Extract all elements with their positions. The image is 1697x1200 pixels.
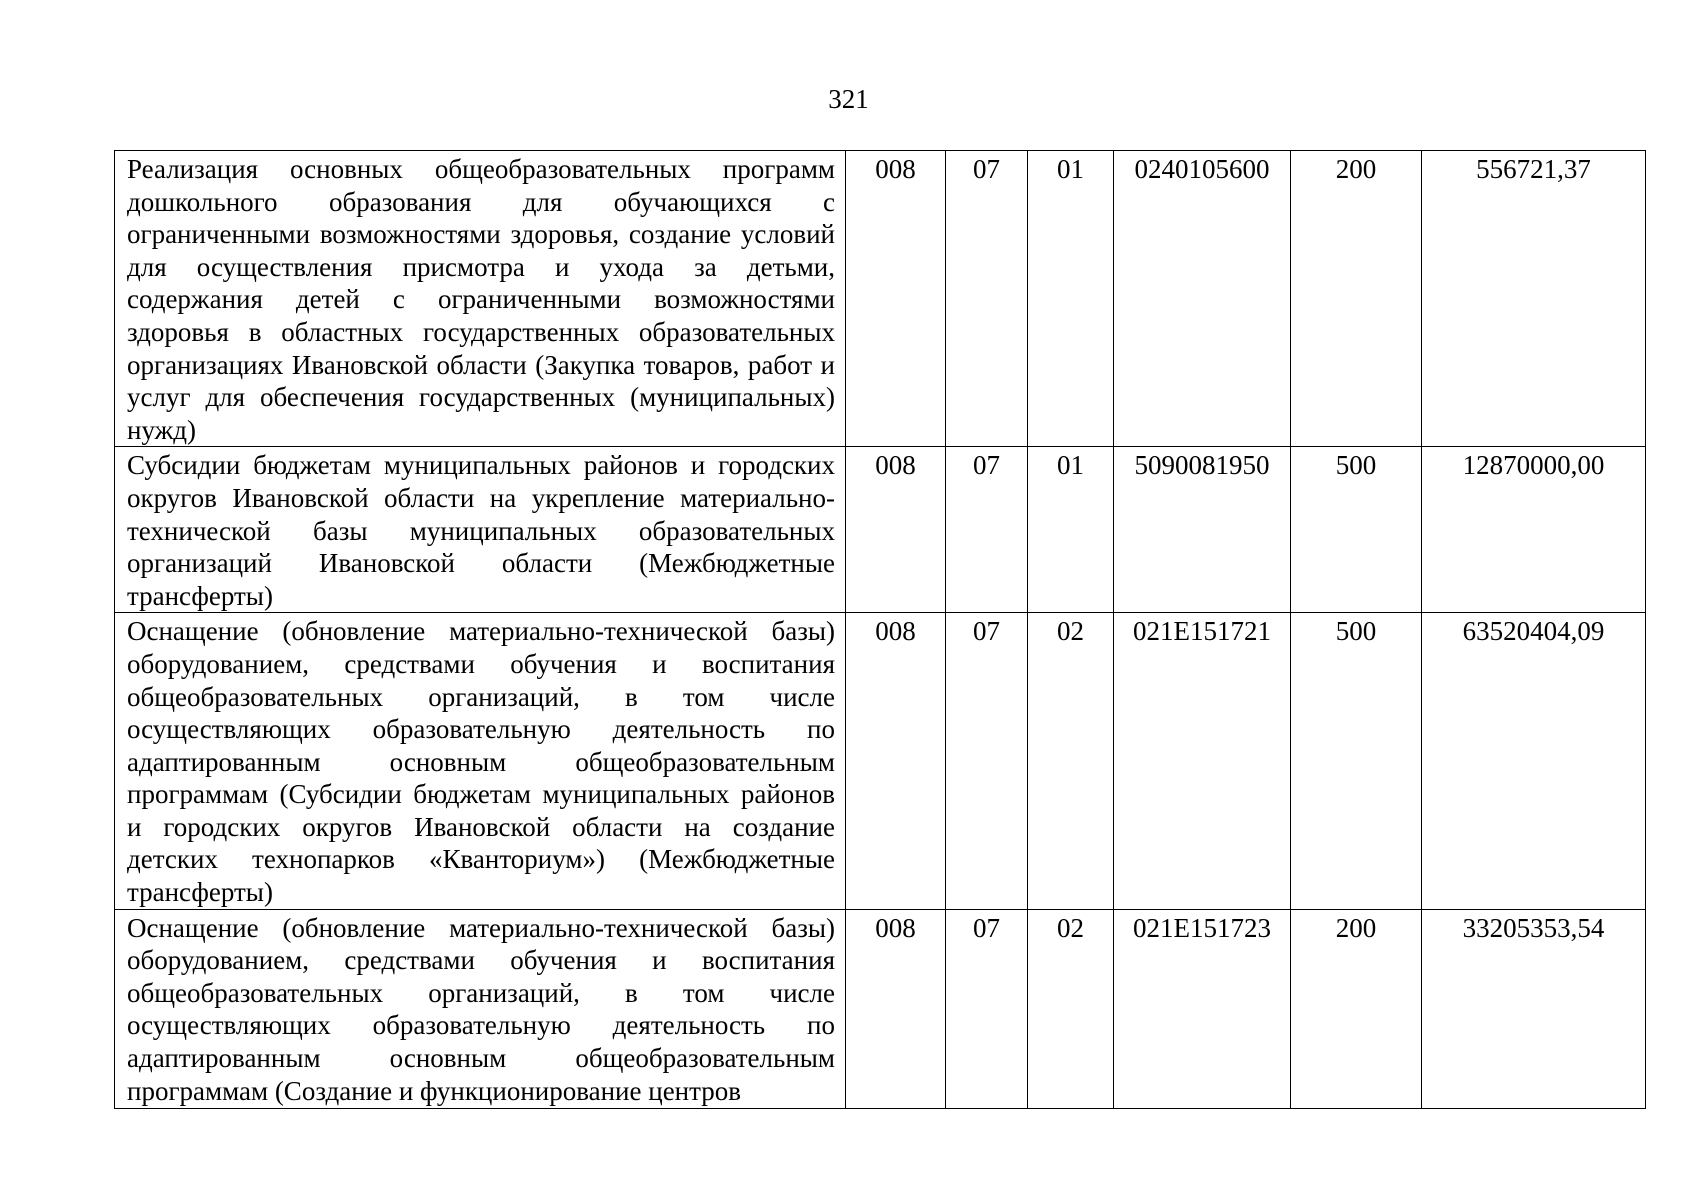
row-description: Оснащение (обновление материально-технической базы) оборудованием, средствами обучения и воспитания общеобразовательных организаций, в том числе осуществляющих образовательную деятельность по адаптированным основным общеобразовательным программам (Создание и функционирование центров — [127, 912, 835, 1106]
row-description: Реализация основных общеобразовательных программ дошкольного образования для обучающихся с ограниченными возможностями здоровья, создание условий для осуществления присмотра и ухода за детьми, содержания детей с ограниченными возможностями здоровья в областных государственных образовательных организациях Ивановской области (Закупка товаров, работ и услуг для обеспечения государственных (муниципальных) нужд) — [115, 151, 846, 447]
table-row — [115, 909, 1646, 1108]
row-description: Оснащение (обновление материально-технической базы) оборудованием, средствами обучения и воспитания общеобразовательных организаций, в том числе осуществляющих образовательную деятельность по адаптированным основным общеобразовательным программам (Субсидии бюджетам муниципальных районов и городских округов Ивановской области на создание детских технопарков «Кванториум») (Межбюджетные трансферты) — [115, 613, 846, 909]
table-row — [115, 447, 1646, 613]
amount: 63520404,09 — [1422, 613, 1646, 909]
ministry-code: 008 — [846, 447, 946, 613]
section-code: 07 — [946, 447, 1028, 613]
target-article-code: 0240105600 — [1114, 151, 1291, 447]
ministry-code: 008 — [846, 909, 946, 1108]
subsection-code: 02 — [1028, 613, 1114, 909]
expense-type-code: 500 — [1291, 447, 1422, 613]
table-row — [115, 151, 1646, 447]
table-row — [115, 613, 1646, 909]
target-article-code: 021E151721 — [1114, 613, 1291, 909]
target-article-code: 5090081950 — [1114, 447, 1291, 613]
page-number: 321 — [828, 84, 869, 114]
subsection-code: 01 — [1028, 447, 1114, 613]
section-code: 07 — [946, 909, 1028, 1108]
expense-type-code: 200 — [1291, 909, 1422, 1108]
target-article-code: 021E151723 — [1114, 909, 1291, 1108]
expense-type-code: 500 — [1291, 613, 1422, 909]
subsection-code: 01 — [1028, 151, 1114, 447]
amount: 12870000,00 — [1422, 447, 1646, 613]
ministry-code: 008 — [846, 151, 946, 447]
amount: 556721,37 — [1422, 151, 1646, 447]
amount: 33205353,54 — [1422, 909, 1646, 1108]
row-description: Субсидии бюджетам муниципальных районов и городских округов Ивановской области на укрепление материально-технической базы муниципальных образовательных организаций Ивановской области (Межбюджетные трансферты) — [115, 447, 846, 613]
budget-table — [114, 150, 1646, 1109]
section-code: 07 — [946, 151, 1028, 447]
ministry-code: 008 — [846, 613, 946, 909]
row-description-cell — [115, 909, 846, 1108]
expense-type-code: 200 — [1291, 151, 1422, 447]
section-code: 07 — [946, 613, 1028, 909]
subsection-code: 02 — [1028, 909, 1114, 1108]
